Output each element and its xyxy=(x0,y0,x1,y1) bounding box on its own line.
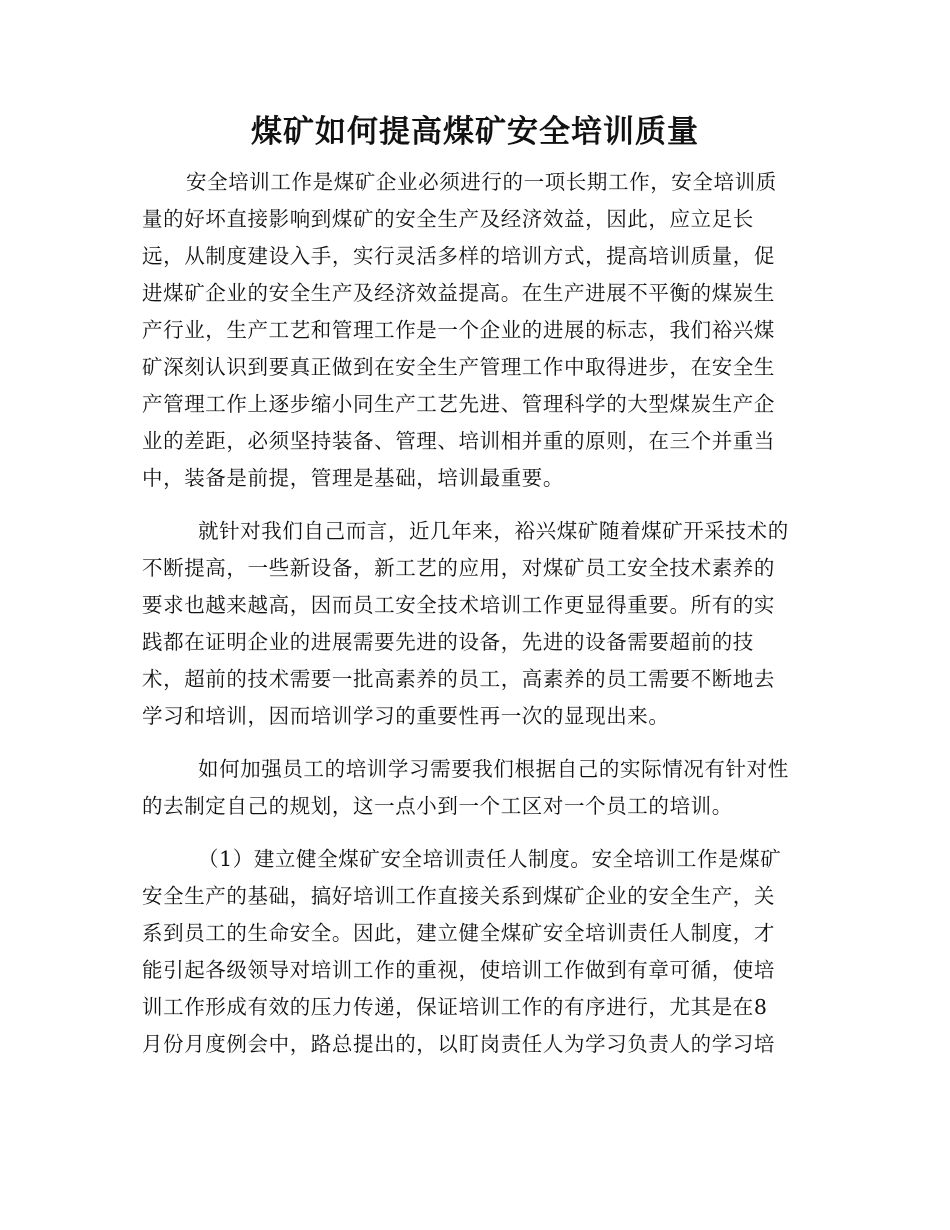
text-line: 产管理工作上逐步缩小同生产工艺先进、管理科学的大型煤炭生产企 xyxy=(142,392,775,416)
text-line: 矿深刻认识到要真正做到在安全生产管理工作中取得进步，在安全生 xyxy=(142,355,775,379)
text-line: 学习和培训，因而培训学习的重要性再一次的显现出来。 xyxy=(142,704,670,728)
text-line: 远，从制度建设入手，实行灵活多样的培训方式，提高培训质量，促 xyxy=(142,244,775,268)
paragraph-1 xyxy=(142,164,810,497)
text-line: 的去制定自己的规划，这一点小到一个工区对一个员工的培训。 xyxy=(142,794,733,818)
text-line: （1）建立健全煤矿安全培训责任人制度。安全培训工作是煤矿 xyxy=(198,847,782,871)
text-line: 安全生产的基础，搞好培训工作直接关系到煤矿企业的安全生产，关 xyxy=(142,884,775,908)
text-line: 月份月度例会中，路总提出的，以盯岗责任人为学习负责人的学习培 xyxy=(142,1032,775,1056)
text-line: 能引起各级领导对培训工作的重视，使培训工作做到有章可循，使培 xyxy=(142,958,775,982)
document-title: 煤矿如何提高煤矿安全培训质量 xyxy=(251,114,699,150)
text-line: 要求也越来越高，因而员工安全技术培训工作更显得重要。所有的实 xyxy=(142,593,775,617)
text-line: 进煤矿企业的安全生产及经济效益提高。在生产进展不平衡的煤炭生 xyxy=(142,281,775,305)
text-line: 术，超前的技术需要一批高素养的员工，高素养的员工需要不断地去 xyxy=(142,667,775,691)
text-line: 量的好坏直接影响到煤矿的安全生产及经济效益，因此，应立足长 xyxy=(142,207,754,231)
text-line: 安全培训工作是煤矿企业必须进行的一项长期工作，安全培训质 xyxy=(186,170,777,194)
text-line: 系到员工的生命安全。因此，建立健全煤矿安全培训责任人制度，才 xyxy=(142,921,775,945)
paragraph-2 xyxy=(142,513,810,735)
text-line: 践都在证明企业的进展需要先进的设备，先进的设备需要超前的技 xyxy=(142,630,754,654)
paragraph-4 xyxy=(142,841,810,1063)
text-line: 如何加强员工的培训学习需要我们根据自己的实际情况有针对性 xyxy=(198,757,789,781)
text-line: 就针对我们自己而言，近几年来，裕兴煤矿随着煤矿开采技术的 xyxy=(198,519,789,543)
text-line: 中，装备是前提，管理是基础，培训最重要。 xyxy=(142,466,564,490)
text-line: 产行业，生产工艺和管理工作是一个企业的进展的标志，我们裕兴煤 xyxy=(142,318,775,342)
text-line: 不断提高，一些新设备，新工艺的应用，对煤矿员工安全技术素养的 xyxy=(142,556,775,580)
paragraph-3 xyxy=(142,751,810,825)
text-line: 训工作形成有效的压力传递，保证培训工作的有序进行，尤其是在8 xyxy=(142,995,768,1019)
text-line: 业的差距，必须坚持装备、管理、培训相并重的原则，在三个并重当 xyxy=(142,429,775,453)
